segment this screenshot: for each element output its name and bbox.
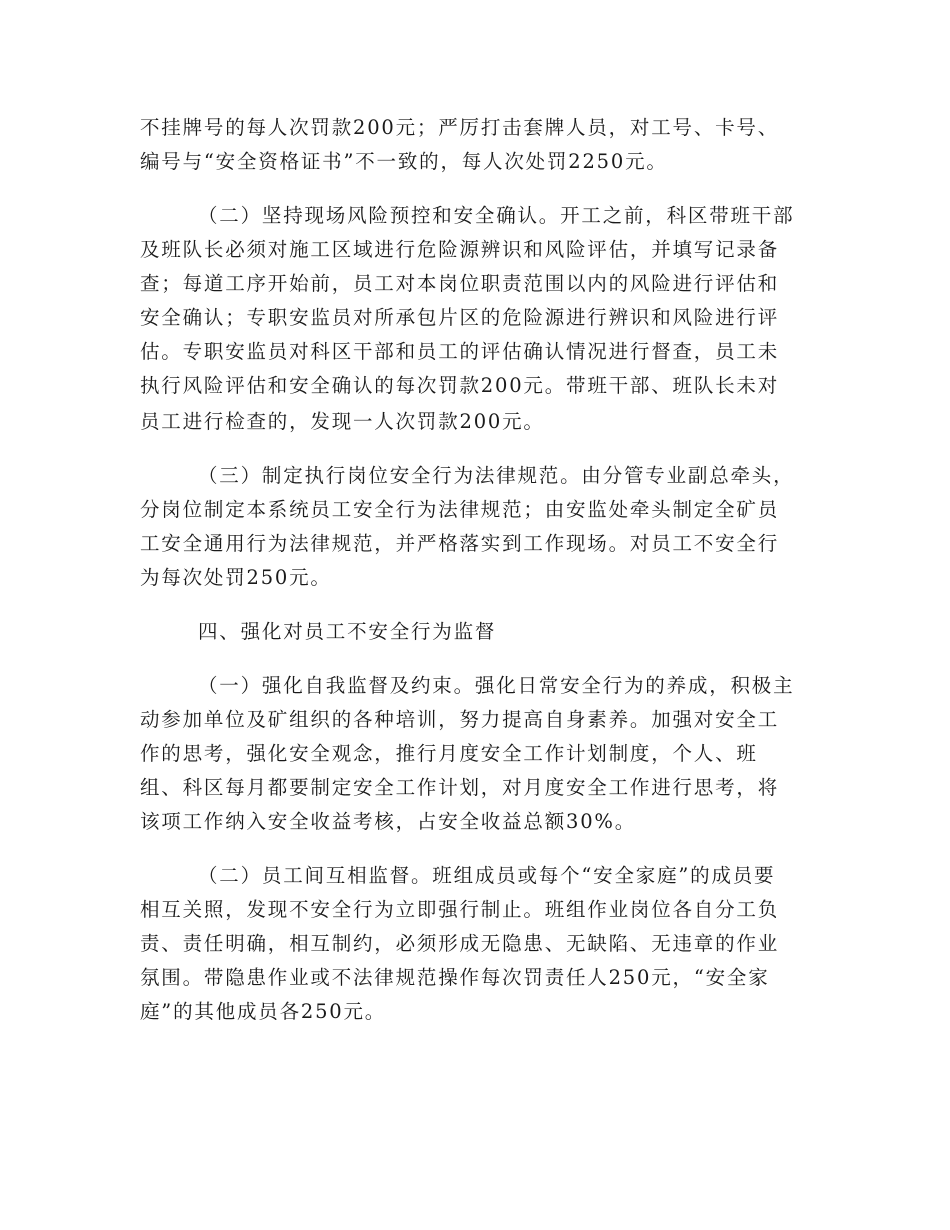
text-line: 氛围。带隐患作业或不法律规范操作每次罚责任人250元，“安全家: [140, 966, 770, 989]
text-line: 组、科区每月都要制定安全工作计划，对月度安全工作进行思考，将: [140, 776, 780, 799]
text-line: 分岗位制定本系统员工安全行为法律规范；由安监处牵头制定全矿员: [140, 498, 780, 521]
text-line: 作的思考，强化安全观念，推行月度安全工作计划制度，个人、班: [140, 742, 758, 765]
text-line: 安全确认；专职安监员对所承包片区的危险源进行辨识和风险进行评: [140, 306, 780, 329]
section-heading: 四、强化对员工不安全行为监督: [198, 620, 497, 643]
text-line: 查；每道工序开始前，员工对本岗位职责范围以内的风险进行评估和: [140, 272, 780, 295]
text-line: 执行风险评估和安全确认的每次罚款200元。带班干部、班队长未对: [140, 374, 780, 397]
text-line: 估。专职安监员对科区干部和员工的评估确认情况进行督查，员工未: [140, 340, 780, 363]
text-line: 工安全通用行为法律规范，并严格落实到工作现场。对员工不安全行: [140, 532, 780, 555]
text-line: 动参加单位及矿组织的各种培训，努力提高自身素养。加强对安全工: [140, 708, 780, 731]
text-line: 庭”的其他成员各250元。: [140, 1000, 387, 1023]
paragraph-first-line: （一）强化自我监督及约束。强化日常安全行为的养成，积极主: [198, 674, 795, 697]
text-line: 不挂牌号的每人次罚款200元；严厉打击套牌人员，对工号、卡号、: [140, 116, 780, 139]
text-line: 相互关照，发现不安全行为立即强行制止。班组作业岗位各自分工负: [140, 898, 780, 921]
paragraph-first-line: （二）员工间互相监督。班组成员或每个“安全家庭”的成员要: [198, 864, 776, 887]
text-line: 为每次处罚250元。: [140, 566, 332, 589]
text-line: 责、责任明确，相互制约，必须形成无隐患、无缺陷、无违章的作业: [140, 932, 780, 955]
text-line: 该项工作纳入安全收益考核，占安全收益总额30%。: [140, 810, 637, 833]
paragraph-first-line: （二）坚持现场风险预控和安全确认。开工之前，科区带班干部: [198, 204, 795, 227]
text-line: 及班队长必须对施工区域进行危险源辨识和风险评估，并填写记录备: [140, 238, 780, 261]
paragraph-first-line: （三）制定执行岗位安全行为法律规范。由分管专业副总牵头，: [198, 464, 795, 487]
text-line: 员工进行检查的，发现一人次罚款200元。: [140, 410, 545, 433]
text-line: 编号与“安全资格证书”不一致的，每人次处罚2250元。: [140, 150, 668, 173]
